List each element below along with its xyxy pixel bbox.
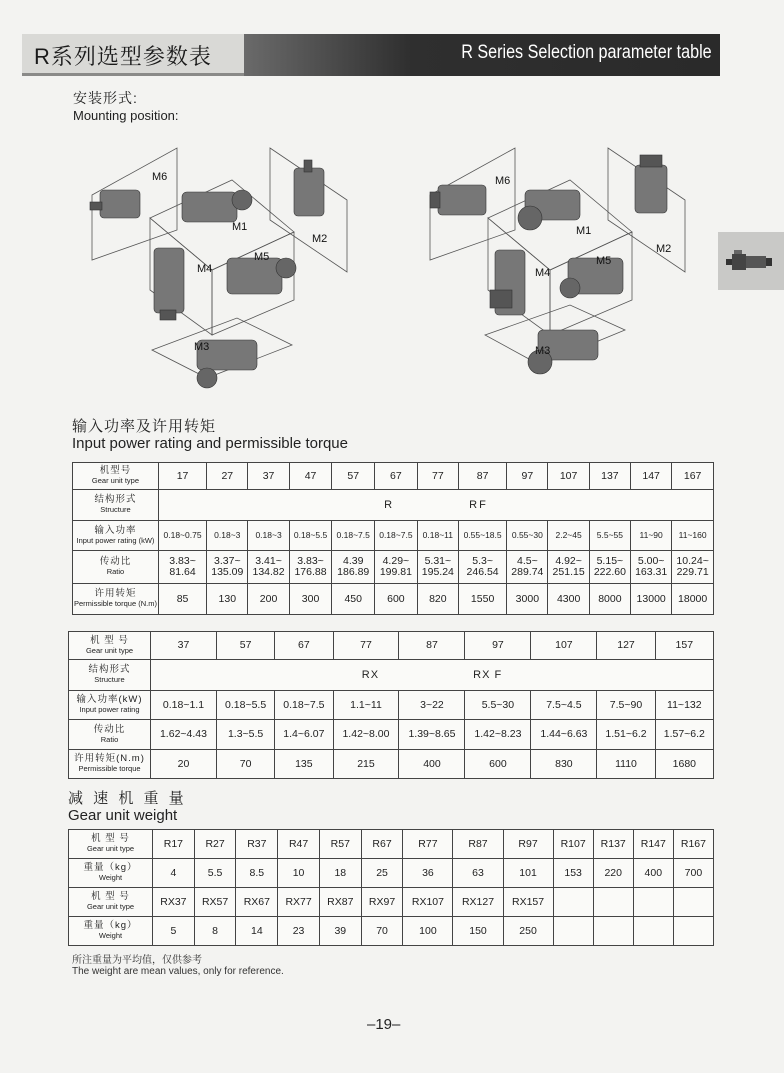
ratio-min: 4.92~ [555, 555, 582, 567]
ratio-min: 3.83~ [297, 555, 324, 567]
ratio-min: 5.15~ [596, 555, 624, 567]
power-cell: 7.5~4.5 [531, 691, 597, 720]
weight-header-weight-rx: 重量（kg） Weight [69, 917, 153, 946]
ratio-cell [289, 551, 332, 584]
ratio-min: 5.31~ [424, 555, 452, 567]
torque-cell: 13000 [631, 584, 672, 615]
ratio-min: 4.39 [342, 555, 364, 567]
rx-row-header-ratio: 传动比 Ratio [69, 720, 151, 750]
row-header-structure: 结构形式 Structure [73, 490, 159, 521]
ratio-min: 3.37~ [214, 555, 241, 567]
empty-cell [553, 917, 593, 946]
type-cell: RX127 [453, 888, 503, 917]
label-m3-right: M3 [535, 345, 551, 357]
torque-cell: 1110 [597, 750, 655, 779]
torque-cell: 1550 [458, 584, 506, 615]
type-cell: 87 [399, 632, 465, 660]
weight-cell: 8.5 [236, 859, 278, 888]
weight-cell: 101 [503, 859, 553, 888]
weight-row-rx-weights [69, 917, 714, 946]
type-cell: 67 [375, 463, 418, 490]
input-power-title-en: Input power rating and permissible torque [72, 435, 348, 452]
ratio-cell [548, 551, 589, 584]
ratio-max: 289.74 [511, 566, 544, 578]
weight-note-en: The weight are mean values, only for reference. [72, 966, 284, 977]
empty-cell [553, 888, 593, 917]
type-cell: R47 [278, 830, 320, 859]
ratio-cell: 1.42~8.23 [465, 720, 531, 750]
type-cell: RX77 [278, 888, 320, 917]
label-m6-left: M6 [152, 171, 168, 183]
type-cell: R77 [403, 830, 453, 859]
row-header-torque: 许用转矩 Permissible torque (N.m) [73, 584, 159, 615]
row-header-ratio: 传动比 Ratio [73, 551, 159, 584]
weight-note-zh: 所注重量为平均值，仅供参考 [72, 955, 202, 966]
ratio-max: 135.09 [211, 566, 244, 578]
label-m3-left: M3 [194, 341, 210, 353]
power-cell: 0.18~5.5 [216, 691, 274, 720]
torque-cell: 400 [399, 750, 465, 779]
weight-cell: 23 [278, 917, 320, 946]
ratio-min: 4.29~ [382, 555, 410, 567]
label-m6-right: M6 [495, 175, 511, 187]
structure-r: R [384, 498, 395, 511]
power-cell: 2.2~45 [548, 521, 589, 551]
type-cell: R17 [153, 830, 195, 859]
ratio-cell: 1.62~4.43 [151, 720, 217, 750]
power-cell: 11~132 [655, 691, 713, 720]
weight-cell: 63 [453, 859, 503, 888]
ratio-max: 222.60 [593, 566, 626, 578]
torque-cell: 1680 [655, 750, 713, 779]
weight-header-type-rx: 机 型 号 Gear unit type [69, 888, 153, 917]
ratio-cell: 1.44~6.63 [531, 720, 597, 750]
type-cell: RX67 [236, 888, 278, 917]
torque-cell: 70 [216, 750, 274, 779]
weight-header-type-r: 机 型 号 Gear unit type [69, 830, 153, 859]
weight-cell: 700 [673, 859, 713, 888]
empty-cell [633, 917, 673, 946]
row-header-type: 机型号 Gear unit type [73, 463, 159, 490]
label-m1-left: M1 [232, 221, 248, 233]
torque-cell: 600 [375, 584, 418, 615]
torque-cell: 18000 [672, 584, 714, 615]
torque-cell: 4300 [548, 584, 589, 615]
empty-cell [593, 888, 633, 917]
type-cell: RX157 [503, 888, 553, 917]
table-rx-row-type [69, 632, 714, 660]
power-cell: 3~22 [399, 691, 465, 720]
type-cell: RX87 [319, 888, 361, 917]
power-cell: 11~90 [631, 521, 672, 551]
type-cell: 87 [458, 463, 506, 490]
label-m5-right: M5 [596, 255, 612, 267]
table-weight [68, 829, 714, 946]
ratio-cell [672, 551, 714, 584]
weight-title-zh: 减 速 机 重 量 [68, 790, 187, 807]
table-r-series [72, 462, 714, 615]
type-cell: 107 [531, 632, 597, 660]
structure-rf: RF [469, 498, 488, 511]
mounting-title-en: Mounting position: [73, 108, 179, 123]
ratio-cell [507, 551, 548, 584]
rx-row-header-power: 输入功率(kW) Input power rating [69, 691, 151, 720]
type-cell: R147 [633, 830, 673, 859]
type-cell: 147 [631, 463, 672, 490]
table-r-row-type [73, 463, 714, 490]
empty-cell [633, 888, 673, 917]
ratio-min: 3.83~ [169, 555, 196, 567]
power-cell: 0.18~1.1 [151, 691, 217, 720]
weight-cell: 10 [278, 859, 320, 888]
power-cell: 11~160 [672, 521, 714, 551]
power-cell: 0.18~3 [207, 521, 248, 551]
ratio-cell: 1.3~5.5 [216, 720, 274, 750]
power-cell: 0.18~7.5 [275, 691, 333, 720]
type-cell: 157 [655, 632, 713, 660]
ratio-cell: 1.39~8.65 [399, 720, 465, 750]
weight-cell: 70 [361, 917, 403, 946]
type-cell: R107 [553, 830, 593, 859]
ratio-min: 5.00~ [637, 555, 665, 567]
weight-cell: 39 [319, 917, 361, 946]
power-cell: 0.18~7.5 [375, 521, 418, 551]
ratio-cell [158, 551, 206, 584]
power-cell: 0.18~7.5 [332, 521, 375, 551]
power-cell: 5.5~30 [465, 691, 531, 720]
type-cell: 77 [333, 632, 399, 660]
type-cell: 47 [289, 463, 332, 490]
table-rx-row-ratio [69, 720, 714, 750]
type-cell: 107 [548, 463, 589, 490]
ratio-cell [458, 551, 506, 584]
type-cell: 57 [216, 632, 274, 660]
type-cell: 27 [207, 463, 248, 490]
torque-cell: 135 [275, 750, 333, 779]
ratio-max: 176.88 [294, 566, 327, 578]
torque-cell: 300 [289, 584, 332, 615]
type-cell: RX57 [194, 888, 236, 917]
table-rx-row-torque [69, 750, 714, 779]
ratio-min: 3.41~ [255, 555, 282, 567]
power-cell: 0.18~3 [248, 521, 289, 551]
type-cell: R137 [593, 830, 633, 859]
weight-cell: 14 [236, 917, 278, 946]
type-cell: 67 [275, 632, 333, 660]
structure-rxf: RX F [473, 668, 503, 681]
torque-cell: 8000 [589, 584, 630, 615]
weight-section-title [68, 790, 187, 824]
torque-cell: 130 [207, 584, 248, 615]
page-title-zh: R系列选型参数表 [34, 44, 212, 69]
power-cell: 0.18~5.5 [289, 521, 332, 551]
weight-cell: 250 [503, 917, 553, 946]
gear-motor-icon [718, 232, 784, 290]
table-r-row-ratio [73, 551, 714, 584]
type-cell: 97 [507, 463, 548, 490]
label-m2-left: M2 [312, 233, 328, 245]
torque-cell: 450 [332, 584, 375, 615]
ratio-max: 186.89 [337, 566, 370, 578]
torque-cell: 20 [151, 750, 217, 779]
empty-cell [673, 888, 713, 917]
ratio-max: 251.15 [552, 566, 585, 578]
ratio-min: 10.24~ [676, 555, 709, 567]
ratio-cell [332, 551, 375, 584]
ratio-cell [375, 551, 418, 584]
mounting-section-title [73, 90, 179, 124]
ratio-max: 163.31 [635, 566, 668, 578]
torque-cell: 85 [158, 584, 206, 615]
ratio-min: 4.5~ [516, 555, 538, 567]
table-rx-row-power [69, 691, 714, 720]
type-cell: 127 [597, 632, 655, 660]
weight-cell: 5.5 [194, 859, 236, 888]
ratio-cell [248, 551, 289, 584]
ratio-max: 229.71 [676, 566, 709, 578]
table-rx-series [68, 631, 714, 779]
weight-header-weight-r: 重量（kg） Weight [69, 859, 153, 888]
ratio-max: 81.64 [169, 566, 196, 578]
structure-cell [158, 490, 713, 521]
input-power-title-zh: 输入功率及许用转矩 [72, 418, 217, 435]
type-cell: 57 [332, 463, 375, 490]
weight-row-r-types [69, 830, 714, 859]
page-title-box [22, 34, 244, 76]
power-cell: 0.55~30 [507, 521, 548, 551]
ratio-max: 134.82 [252, 566, 285, 578]
input-power-section-title [72, 418, 348, 452]
weight-row-r-weights [69, 859, 714, 888]
weight-cell: 25 [361, 859, 403, 888]
rx-structure-cell [151, 660, 714, 691]
weight-row-rx-types [69, 888, 714, 917]
ratio-max: 199.81 [379, 566, 412, 578]
page-number: –19– [367, 1016, 401, 1033]
table-r-row-torque [73, 584, 714, 615]
mounting-diagram-r [82, 140, 372, 410]
type-cell: RX97 [361, 888, 403, 917]
mounting-diagram-rf [420, 140, 710, 390]
weight-cell: 5 [153, 917, 195, 946]
side-section-tab [718, 232, 784, 290]
ratio-min: 5.3~ [472, 555, 493, 567]
ratio-cell [417, 551, 458, 584]
weight-cell: 400 [633, 859, 673, 888]
weight-cell: 220 [593, 859, 633, 888]
weight-cell: 153 [553, 859, 593, 888]
empty-cell [673, 917, 713, 946]
type-cell: R167 [673, 830, 713, 859]
ratio-cell: 1.57~6.2 [655, 720, 713, 750]
power-cell: 0.55~18.5 [458, 521, 506, 551]
torque-cell: 820 [417, 584, 458, 615]
rx-row-header-torque: 许用转矩(N.m) Permissible torque [69, 750, 151, 779]
row-header-power: 输入功率 Input power rating (kW) [73, 521, 159, 551]
ratio-cell [589, 551, 630, 584]
empty-cell [593, 917, 633, 946]
ratio-cell: 1.51~6.2 [597, 720, 655, 750]
weight-cell: 150 [453, 917, 503, 946]
weight-cell: 100 [403, 917, 453, 946]
ratio-max: 195.24 [421, 566, 454, 578]
type-cell: 37 [151, 632, 217, 660]
type-cell: R37 [236, 830, 278, 859]
weight-cell: 36 [403, 859, 453, 888]
torque-cell: 200 [248, 584, 289, 615]
label-m4-right: M4 [535, 267, 551, 279]
power-cell: 7.5~90 [597, 691, 655, 720]
type-cell: 77 [417, 463, 458, 490]
ratio-max: 246.54 [466, 566, 499, 578]
power-cell: 1.1~11 [333, 691, 399, 720]
page-title-en: R Series Selection parameter table [461, 42, 712, 63]
type-cell: RX107 [403, 888, 453, 917]
table-rx-row-structure [69, 660, 714, 691]
structure-rx: RX [361, 668, 380, 681]
type-cell: R67 [361, 830, 403, 859]
weight-cell: 18 [319, 859, 361, 888]
type-cell: R87 [453, 830, 503, 859]
ratio-cell [207, 551, 248, 584]
weight-cell: 8 [194, 917, 236, 946]
torque-cell: 830 [531, 750, 597, 779]
power-cell: 0.18~0.75 [158, 521, 206, 551]
torque-cell: 600 [465, 750, 531, 779]
rx-row-header-structure: 结构形式 Structure [69, 660, 151, 691]
label-m4-left: M4 [197, 263, 213, 275]
power-cell: 0.18~11 [417, 521, 458, 551]
label-m2-right: M2 [656, 243, 672, 255]
table-r-row-structure [73, 490, 714, 521]
label-m5-left: M5 [254, 251, 270, 263]
weight-cell: 4 [153, 859, 195, 888]
type-cell: R27 [194, 830, 236, 859]
type-cell: 167 [672, 463, 714, 490]
table-r-row-power [73, 521, 714, 551]
type-cell: R57 [319, 830, 361, 859]
mounting-title-zh: 安装形式: [73, 90, 138, 106]
ratio-cell [631, 551, 672, 584]
torque-cell: 3000 [507, 584, 548, 615]
ratio-cell: 1.42~8.00 [333, 720, 399, 750]
label-m1-right: M1 [576, 225, 592, 237]
type-cell: RX37 [153, 888, 195, 917]
weight-title-en: Gear unit weight [68, 807, 178, 824]
type-cell: R97 [503, 830, 553, 859]
type-cell: 37 [248, 463, 289, 490]
type-cell: 137 [589, 463, 630, 490]
rx-row-header-type: 机 型 号 Gear unit type [69, 632, 151, 660]
type-cell: 17 [158, 463, 206, 490]
power-cell: 5.5~55 [589, 521, 630, 551]
torque-cell: 215 [333, 750, 399, 779]
type-cell: 97 [465, 632, 531, 660]
page-title-banner [244, 34, 720, 76]
ratio-cell: 1.4~6.07 [275, 720, 333, 750]
